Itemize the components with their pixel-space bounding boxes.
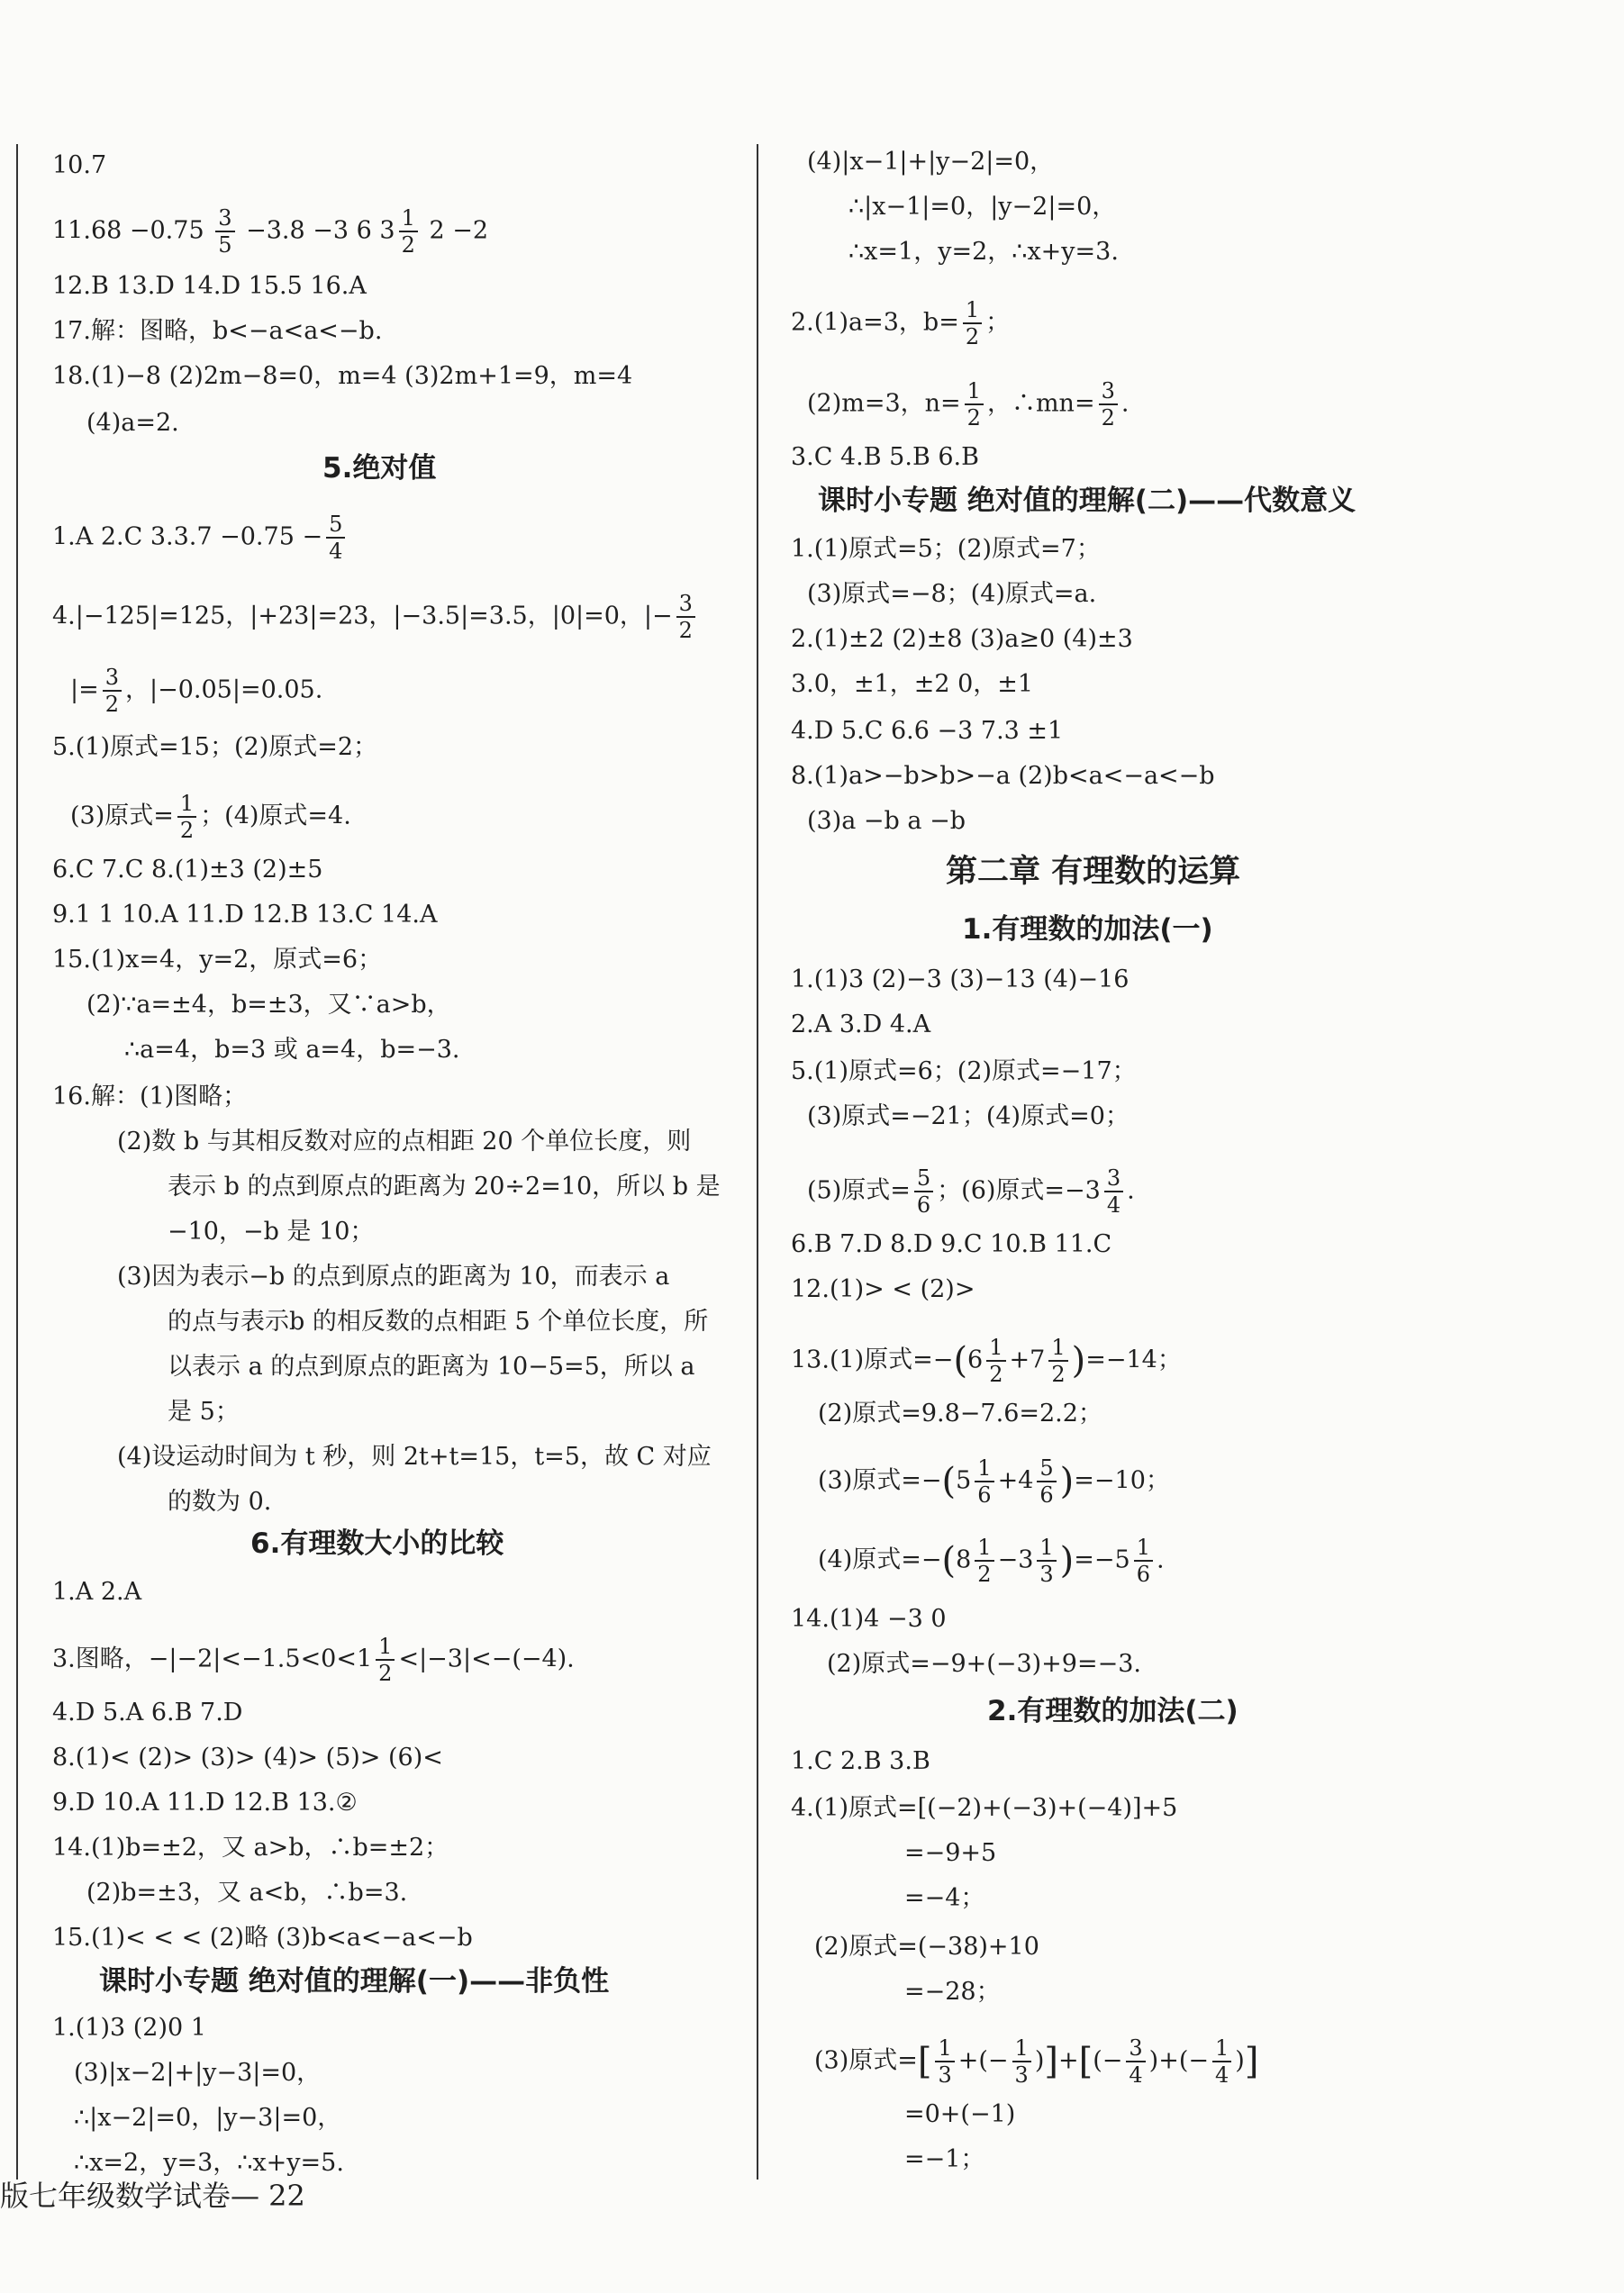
fraction <box>1048 1335 1067 1387</box>
denominator: 2 <box>678 618 693 643</box>
answer-line: 12.(1)> < (2)> <box>791 1275 975 1303</box>
numerator: 3 <box>676 591 695 618</box>
text: ； <box>985 308 1011 337</box>
denominator: 3 <box>1039 1562 1054 1587</box>
answer-line: (3)|x−2|+|y−3|=0， <box>74 2059 322 2087</box>
answer-line <box>818 1455 1170 1508</box>
page-footer: 版七年级数学试卷— 22 <box>0 2179 305 2213</box>
denominator: 2 <box>989 1362 1003 1387</box>
text: (2)m=3，n= <box>807 389 961 418</box>
text: 4.|−125|=125，|+23|=23，|−3.5|=3.5，|0|=0，|− <box>52 602 673 630</box>
text: (− <box>1093 2046 1123 2075</box>
section-title: 1.有理数的加法(一) <box>962 913 1213 946</box>
answer-line: 15.(1)< < < (2)略 (3)b<a<−a<−b <box>52 1924 473 1952</box>
numerator: 1 <box>975 1455 993 1482</box>
answer-line: (2)∵a=±4，b=±3，又∵a>b， <box>86 991 451 1019</box>
text: (3)原式= <box>814 2046 918 2075</box>
answer-line: 5.(1)原式=6；(2)原式=−17； <box>791 1057 1137 1085</box>
fraction <box>1037 1535 1056 1587</box>
open-bracket: [ <box>1078 2041 1093 2082</box>
text: 3.图略，−|−2|<−1.5<0<1 <box>52 1645 373 1673</box>
answer-line: 18.(1)−8 (2)2m−8=0，m=4 (3)2m+1=9，m=4 <box>52 362 633 390</box>
close-paren: ) <box>1071 1340 1086 1382</box>
answer-line: 4.(1)原式=[(−2)+(−3)+(−4)]+5 <box>791 1794 1178 1822</box>
numerator: 3 <box>215 205 234 232</box>
denominator: 6 <box>916 1192 931 1218</box>
denominator: 6 <box>1039 1482 1054 1508</box>
denominator: 2 <box>1101 405 1115 431</box>
answer-line: 12.B 13.D 14.D 15.5 16.A <box>52 272 367 300</box>
answer-line <box>70 791 351 843</box>
denominator: 2 <box>104 692 120 717</box>
answer-line: =−4； <box>904 1884 985 1912</box>
section-title: 2.有理数的加法(二) <box>987 1695 1238 1727</box>
denominator: 3 <box>938 2062 952 2088</box>
numerator: 1 <box>965 378 984 405</box>
answer-line: 17.解：图略，b<−a<a<−b. <box>52 317 383 345</box>
answer-line: 表示 b 的点到原点的距离为 20÷2=10，所以 b 是 <box>168 1173 721 1201</box>
section-title: 课时小专题 绝对值的理解(一)——非负性 <box>99 1965 610 1998</box>
answer-line: 16.解：(1)图略； <box>52 1083 248 1110</box>
answer-line: ∴a=4，b=3 或 a=4，b=−3. <box>124 1036 460 1064</box>
answer-line <box>814 2035 1258 2088</box>
answer-line: =−1； <box>904 2145 985 2173</box>
text: . <box>1127 1176 1135 1205</box>
denominator: 2 <box>401 232 415 258</box>
text: 2.(1)a=3，b= <box>791 308 959 337</box>
fraction <box>1099 378 1118 431</box>
fraction <box>399 205 418 258</box>
denominator: 6 <box>977 1482 992 1508</box>
answer-line: 1.(1)3 (2)0 1 <box>52 2014 206 2042</box>
answer-line: 2.(1)±2 (2)±8 (3)a≥0 (4)±3 <box>791 625 1133 653</box>
numerator: 3 <box>103 665 122 692</box>
left-margin-rule <box>16 144 18 2180</box>
numerator: 1 <box>1212 2035 1231 2062</box>
text: ，∴mn= <box>986 389 1095 418</box>
answer-line: (4)a=2. <box>86 409 179 437</box>
answer-line <box>52 512 349 564</box>
open-paren: ( <box>941 1461 957 1502</box>
numerator: 3 <box>1099 378 1118 405</box>
numerator: 1 <box>986 1335 1005 1362</box>
answer-line <box>52 205 488 258</box>
numerator: 1 <box>963 297 982 324</box>
fraction <box>963 297 982 349</box>
answer-line: (2)原式=(−38)+10 <box>814 1933 1039 1961</box>
answer-line <box>52 591 699 643</box>
text: +(− <box>957 2046 1009 2075</box>
denominator: 2 <box>977 1562 992 1587</box>
answer-line: 6.C 7.C 8.(1)±3 (2)±5 <box>52 856 323 884</box>
answer-line: 10.7 <box>52 151 107 179</box>
text: 5 <box>956 1466 972 1495</box>
fraction <box>215 205 234 258</box>
numerator: 1 <box>399 205 418 232</box>
denominator: 4 <box>1106 1192 1121 1218</box>
close-bracket: ] <box>1044 2041 1058 2082</box>
answer-line <box>807 378 1129 431</box>
numerator: 1 <box>376 1634 395 1661</box>
answer-line: 1.C 2.B 3.B <box>791 1747 930 1775</box>
fraction <box>914 1165 933 1218</box>
chapter-title: 第二章 有理数的运算 <box>946 854 1241 890</box>
answer-line: 3.0，±1，±2 0，±1 <box>791 670 1034 698</box>
numerator: 1 <box>935 2035 954 2062</box>
answer-line: (3)因为表示−b 的点到原点的距离为 10，而表示 a <box>117 1263 670 1291</box>
answer-line <box>791 1335 1182 1387</box>
denominator: 4 <box>1129 2062 1143 2088</box>
answer-line: 14.(1)4 −3 0 <box>791 1605 947 1633</box>
answer-line: 3.C 4.B 5.B 6.B <box>791 443 979 471</box>
answer-line: ∴x=2，y=3，∴x+y=5. <box>74 2149 344 2177</box>
numerator: 1 <box>1037 1535 1056 1562</box>
fraction <box>975 1535 993 1587</box>
denominator: 2 <box>965 324 980 349</box>
answer-line: (3)原式=−8；(4)原式=a. <box>807 580 1097 608</box>
numerator: 1 <box>1134 1535 1153 1562</box>
fraction <box>103 665 122 717</box>
text: ) <box>1034 2046 1045 2075</box>
answer-line: (2)原式=9.8−7.6=2.2； <box>818 1400 1102 1427</box>
answer-line: 以表示 a 的点到原点的距离为 10−5=5，所以 a <box>168 1353 695 1381</box>
numerator: 1 <box>1048 1335 1067 1362</box>
answer-line: =−9+5 <box>904 1839 997 1867</box>
close-paren: ) <box>1059 1461 1075 1502</box>
denominator: 3 <box>1014 2062 1029 2088</box>
denominator: 5 <box>218 232 232 258</box>
open-bracket: [ <box>917 2041 932 2082</box>
text: 1.A 2.C 3.3.7 −0.75 − <box>52 522 323 551</box>
section-title: 课时小专题 绝对值的理解(二)——代数意义 <box>818 485 1356 517</box>
fraction <box>1126 2035 1145 2088</box>
answer-line <box>818 1535 1165 1587</box>
answer-line <box>70 665 322 717</box>
answer-line: 15.(1)x=4，y=2，原式=6； <box>52 946 383 974</box>
answer-line: (4)|x−1|+|y−2|=0， <box>807 148 1055 176</box>
answer-line: 9.D 10.A 11.D 12.B 13.② <box>52 1789 358 1817</box>
fraction <box>1012 2035 1031 2088</box>
text: =−5 <box>1074 1545 1130 1574</box>
answer-line: (3)a −b a −b <box>807 807 966 835</box>
text: (5)原式= <box>807 1176 911 1205</box>
text: (3)原式= <box>70 802 174 830</box>
answer-line: (3)原式=−21；(4)原式=0； <box>807 1102 1130 1130</box>
fraction <box>1037 1455 1056 1508</box>
fraction <box>986 1335 1005 1387</box>
text: 11.68 −0.75 <box>52 216 204 245</box>
answer-line: 1.(1)原式=5；(2)原式=7； <box>791 535 1101 563</box>
text: =−14； <box>1085 1346 1182 1374</box>
answer-line: (2)b=±3，又 a<b，∴b=3. <box>86 1879 408 1907</box>
close-paren: ) <box>1059 1540 1075 1582</box>
close-bracket: ] <box>1244 2041 1259 2082</box>
answer-line: 的数为 0. <box>168 1488 272 1516</box>
numerator: 1 <box>975 1535 993 1562</box>
open-paren: ( <box>953 1340 968 1382</box>
answer-line: 的点与表示b 的相反数的点相距 5 个单位长度，所 <box>168 1308 709 1336</box>
fraction <box>975 1455 993 1508</box>
fraction <box>935 2035 954 2088</box>
answer-line: ∴|x−1|=0，|y−2|=0， <box>848 193 1117 221</box>
fraction <box>326 512 345 564</box>
answer-line <box>791 297 1010 349</box>
fraction <box>1134 1535 1153 1587</box>
answer-line: −10，−b 是 10； <box>168 1218 375 1246</box>
text: (4)原式=− <box>818 1545 942 1574</box>
denominator: 2 <box>378 1661 393 1686</box>
section-title: 6.有理数大小的比较 <box>250 1527 504 1560</box>
text: −3.8 −3 6 3 <box>246 216 395 245</box>
answer-line: ∴x=1，y=2，∴x+y=3. <box>848 238 1119 266</box>
text: <|−3|<−(−4). <box>398 1645 575 1673</box>
denominator: 2 <box>1051 1362 1066 1387</box>
text: ；(6)原式=−3 <box>937 1176 1101 1205</box>
answer-line: 1.A 2.A <box>52 1578 142 1606</box>
answer-line: (2)数 b 与其相反数对应的点相距 20 个单位长度，则 <box>117 1128 692 1156</box>
answer-line: 8.(1)< (2)> (3)> (4)> (5)> (6)< <box>52 1744 443 1772</box>
answer-line: (4)设运动时间为 t 秒，则 2t+t=15，t=5，故 C 对应 <box>117 1443 712 1471</box>
text: 2 −2 <box>429 216 488 245</box>
fraction <box>1212 2035 1231 2088</box>
text: −3 <box>997 1545 1034 1574</box>
text: ，|−0.05|=0.05. <box>125 675 323 704</box>
numerator: 1 <box>1012 2035 1031 2062</box>
fraction <box>676 591 695 643</box>
denominator: 4 <box>329 539 343 564</box>
answer-line: 5.(1)原式=15；(2)原式=2； <box>52 733 378 761</box>
section-title: 5.绝对值 <box>322 452 437 485</box>
denominator: 2 <box>179 818 195 843</box>
numerator: 5 <box>914 1165 933 1192</box>
answer-line: =−28； <box>904 1978 1001 2006</box>
text: . <box>1157 1545 1165 1574</box>
answer-line: 14.(1)b=±2，又 a>b，∴b=±2； <box>52 1834 449 1862</box>
open-paren: ( <box>941 1540 957 1582</box>
fraction <box>177 791 196 843</box>
numerator: 1 <box>177 791 196 818</box>
answer-line: =0+(−1) <box>904 2100 1016 2128</box>
answer-line: 4.D 5.C 6.6 −3 7.3 ±1 <box>791 717 1064 745</box>
text: 13.(1)原式=− <box>791 1346 954 1374</box>
answer-line <box>52 1634 575 1686</box>
answer-line: 6.B 7.D 8.D 9.C 10.B 11.C <box>791 1230 1112 1258</box>
text: ；(4)原式=4. <box>200 802 351 830</box>
answer-line: 1.(1)3 (2)−3 (3)−13 (4)−16 <box>791 965 1130 993</box>
numerator: 3 <box>1104 1165 1123 1192</box>
answer-line: (2)原式=−9+(−3)+9=−3. <box>827 1650 1141 1678</box>
text: (3)原式=− <box>818 1466 942 1495</box>
text: + <box>1057 2046 1079 2075</box>
answer-line <box>807 1165 1135 1218</box>
text: ) <box>1235 2046 1245 2075</box>
answer-line: ∴|x−2|=0，|y−3|=0， <box>74 2104 342 2132</box>
column-divider <box>757 144 758 2180</box>
numerator: 5 <box>1037 1455 1056 1482</box>
text: . <box>1120 389 1130 418</box>
answer-line: 2.A 3.D 4.A <box>791 1011 931 1038</box>
answer-line: 8.(1)a>−b>b>−a (2)b<a<−a<−b <box>791 762 1215 790</box>
numerator: 5 <box>326 512 345 539</box>
fraction <box>376 1634 395 1686</box>
text: 8 <box>956 1545 972 1574</box>
fraction <box>965 378 984 431</box>
text: 6 <box>967 1346 984 1374</box>
denominator: 4 <box>1215 2062 1229 2088</box>
text: |= <box>70 675 99 704</box>
text: )+(− <box>1148 2046 1209 2075</box>
denominator: 2 <box>966 405 981 431</box>
text: +7 <box>1009 1346 1046 1374</box>
answer-line: 4.D 5.A 6.B 7.D <box>52 1699 243 1727</box>
numerator: 3 <box>1126 2035 1145 2062</box>
text: =−10； <box>1074 1466 1170 1495</box>
fraction <box>1104 1165 1123 1218</box>
text: +4 <box>997 1466 1034 1495</box>
answer-line: 是 5； <box>168 1398 240 1426</box>
denominator: 6 <box>1136 1562 1150 1587</box>
answer-line: 9.1 1 10.A 11.D 12.B 13.C 14.A <box>52 901 438 929</box>
